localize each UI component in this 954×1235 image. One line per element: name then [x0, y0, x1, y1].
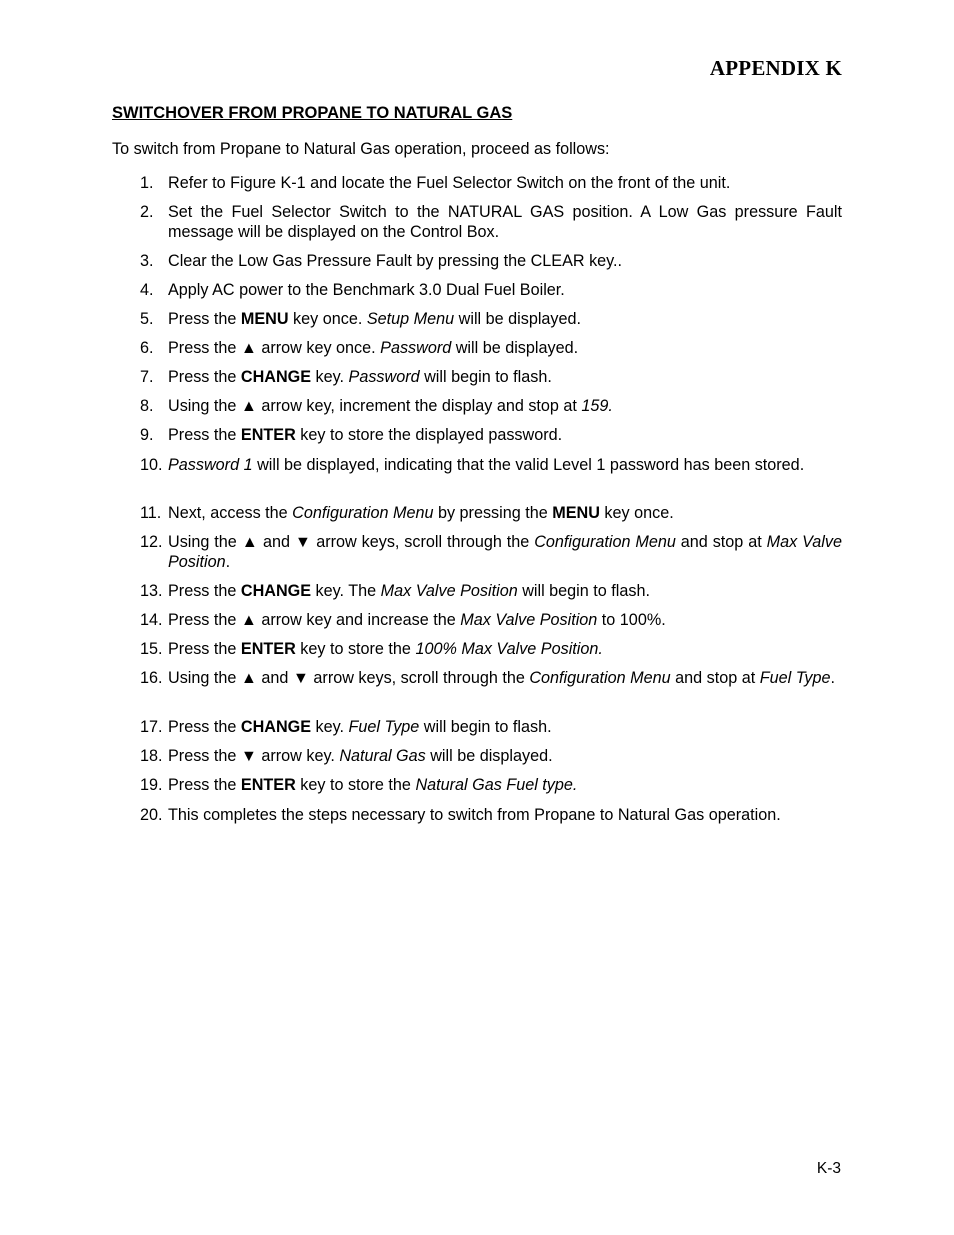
- list-item: [140, 338, 842, 358]
- step-number: 20.: [140, 806, 163, 824]
- step-number: 19.: [140, 776, 163, 794]
- step-number: 10.: [140, 456, 163, 474]
- step-text-run: will be displayed.: [454, 310, 582, 328]
- italic-term: 100% Max Valve Position.: [415, 640, 603, 658]
- step-text-run: key to store the: [295, 640, 416, 658]
- italic-term: Password: [380, 339, 452, 357]
- step-text-run: key.: [311, 718, 349, 736]
- italic-term: Password 1: [168, 456, 253, 474]
- step-text-run: by pressing the: [433, 504, 553, 522]
- page-number: K-3: [816, 1160, 841, 1177]
- bold-key-name: ENTER: [240, 640, 296, 658]
- step-number: 18.: [140, 747, 163, 765]
- bold-key-name: MENU: [552, 504, 600, 522]
- step-text: [168, 202, 842, 242]
- intro-paragraph: To switch from Propane to Natural Gas operation, proceed as follows:: [112, 140, 610, 158]
- italic-term: Fuel Type: [348, 718, 420, 736]
- step-number: 13.: [140, 582, 163, 600]
- step-number: 3.: [140, 252, 154, 270]
- step-text-run: Apply AC power to the Benchmark 3.0 Dual Fuel Boiler.: [168, 281, 565, 299]
- step-text: [168, 338, 842, 358]
- step-text: [168, 455, 842, 475]
- step-text: [168, 581, 842, 601]
- step-text-run: Press the: [168, 310, 241, 328]
- step-text-run: Press the: [168, 640, 241, 658]
- step-text: [168, 717, 842, 737]
- list-item: [140, 425, 842, 445]
- step-text-run: Next, access the: [168, 504, 293, 522]
- step-text-run: Press the: [168, 582, 241, 600]
- step-text-run: Set the Fuel Selector Switch to the NATURAL GAS position. A Low Gas pressure Fault message will be displayed on the Control Box.: [168, 203, 842, 241]
- step-text: [168, 503, 842, 523]
- step-number: 15.: [140, 640, 163, 658]
- section-heading: SWITCHOVER FROM PROPANE TO NATURAL GAS: [112, 104, 513, 122]
- list-item: [140, 367, 842, 387]
- step-text-run: Press the: [168, 718, 241, 736]
- step-text-run: Using the ▲ arrow key, increment the display and stop at: [168, 397, 582, 415]
- step-text: [168, 173, 842, 193]
- bold-key-name: MENU: [240, 310, 289, 328]
- step-text-run: Using the ▲ and ▼ arrow keys, scroll through the: [168, 669, 530, 687]
- step-text-run: will be displayed.: [425, 747, 553, 765]
- step-text: [168, 396, 842, 416]
- list-item: [140, 805, 842, 825]
- step-text-run: Press the ▲ arrow key and increase the: [168, 611, 461, 629]
- italic-term: Configuration Menu: [529, 669, 671, 687]
- list-item: [140, 717, 842, 737]
- italic-term: Natural Gas: [339, 747, 426, 765]
- step-number: 11.: [140, 504, 162, 522]
- step-number: 1.: [140, 174, 154, 192]
- bold-key-name: CHANGE: [240, 718, 312, 736]
- list-item: [140, 251, 842, 271]
- step-text: [168, 668, 842, 688]
- italic-term: 159.: [581, 397, 613, 415]
- italic-term: Configuration Menu: [292, 504, 434, 522]
- list-item: [140, 581, 842, 601]
- bold-key-name: CHANGE: [240, 368, 312, 386]
- list-item: [140, 280, 842, 300]
- step-text: [168, 610, 842, 630]
- step-text: [168, 280, 842, 300]
- step-text: [168, 746, 842, 766]
- step-number: 9.: [140, 426, 154, 444]
- list-item: [140, 503, 842, 523]
- step-number: 12.: [140, 533, 163, 551]
- list-item: [140, 610, 842, 630]
- step-number: 7.: [140, 368, 154, 386]
- step-text-run: and stop at: [670, 669, 760, 687]
- step-text-run: Clear the Low Gas Pressure Fault by pressing the CLEAR key..: [168, 252, 623, 270]
- list-item: [140, 639, 842, 659]
- step-text: [168, 805, 842, 825]
- step-text: [168, 251, 842, 271]
- italic-term: Max Valve Position: [168, 533, 842, 571]
- bold-key-name: CHANGE: [240, 582, 312, 600]
- step-text-run: key. The: [311, 582, 381, 600]
- step-text-run: Press the ▼ arrow key.: [168, 747, 340, 765]
- step-text-run: Refer to Figure K-1 and locate the Fuel Selector Switch on the front of the unit.: [168, 174, 731, 192]
- step-number: 17.: [140, 718, 163, 736]
- step-text-run: will be displayed, indicating that the valid Level 1 password has been stored.: [252, 456, 805, 474]
- italic-term: Fuel Type: [759, 669, 831, 687]
- italic-term: Max Valve Position: [460, 611, 598, 629]
- step-text: [168, 367, 842, 387]
- step-text-run: will be displayed.: [451, 339, 579, 357]
- step-text-run: will begin to flash.: [517, 582, 650, 600]
- list-item: [140, 775, 842, 795]
- step-text-run: Using the ▲ and ▼ arrow keys, scroll through the: [168, 533, 535, 551]
- list-item: [140, 746, 842, 766]
- bold-key-name: ENTER: [240, 426, 296, 444]
- step-number: 8.: [140, 397, 154, 415]
- step-text-run: key once.: [288, 310, 367, 328]
- step-text-run: will begin to flash.: [419, 368, 552, 386]
- step-text-run: Press the ▲ arrow key once.: [168, 339, 381, 357]
- step-text-run: .: [225, 553, 231, 571]
- step-text-run: key once.: [599, 504, 674, 522]
- step-text: [168, 309, 842, 329]
- step-text-run: and stop at: [675, 533, 767, 551]
- step-number: 5.: [140, 310, 154, 328]
- list-item: [140, 396, 842, 416]
- step-text-run: Press the: [168, 776, 241, 794]
- list-item: [140, 309, 842, 329]
- list-item: [140, 173, 842, 193]
- step-text-run: key to store the: [295, 776, 416, 794]
- appendix-title: APPENDIX K: [709, 56, 842, 80]
- list-item: [140, 668, 842, 688]
- step-text-run: Press the: [168, 368, 241, 386]
- step-number: 14.: [140, 611, 163, 629]
- italic-term: Natural Gas Fuel type.: [415, 776, 578, 794]
- italic-term: Configuration Menu: [534, 533, 676, 551]
- italic-term: Password: [348, 368, 420, 386]
- step-number: 2.: [140, 203, 154, 221]
- list-item: [140, 202, 842, 242]
- list-item: [140, 455, 842, 475]
- step-number: 16.: [140, 669, 163, 687]
- italic-term: Max Valve Position: [380, 582, 518, 600]
- step-text: [168, 775, 842, 795]
- italic-term: Setup Menu: [366, 310, 455, 328]
- step-text: [168, 425, 842, 445]
- step-text-run: to 100%.: [597, 611, 666, 629]
- step-text: [168, 639, 842, 659]
- step-text-run: will begin to flash.: [419, 718, 552, 736]
- step-text-run: Press the: [168, 426, 241, 444]
- step-text-run: This completes the steps necessary to switch from Propane to Natural Gas operation.: [168, 806, 781, 824]
- step-number: 4.: [140, 281, 154, 299]
- bold-key-name: ENTER: [240, 776, 296, 794]
- step-text-run: key.: [311, 368, 349, 386]
- step-text-run: .: [830, 669, 836, 687]
- step-text: [168, 532, 842, 572]
- list-item: [140, 532, 842, 572]
- step-text-run: key to store the displayed password.: [295, 426, 563, 444]
- step-number: 6.: [140, 339, 154, 357]
